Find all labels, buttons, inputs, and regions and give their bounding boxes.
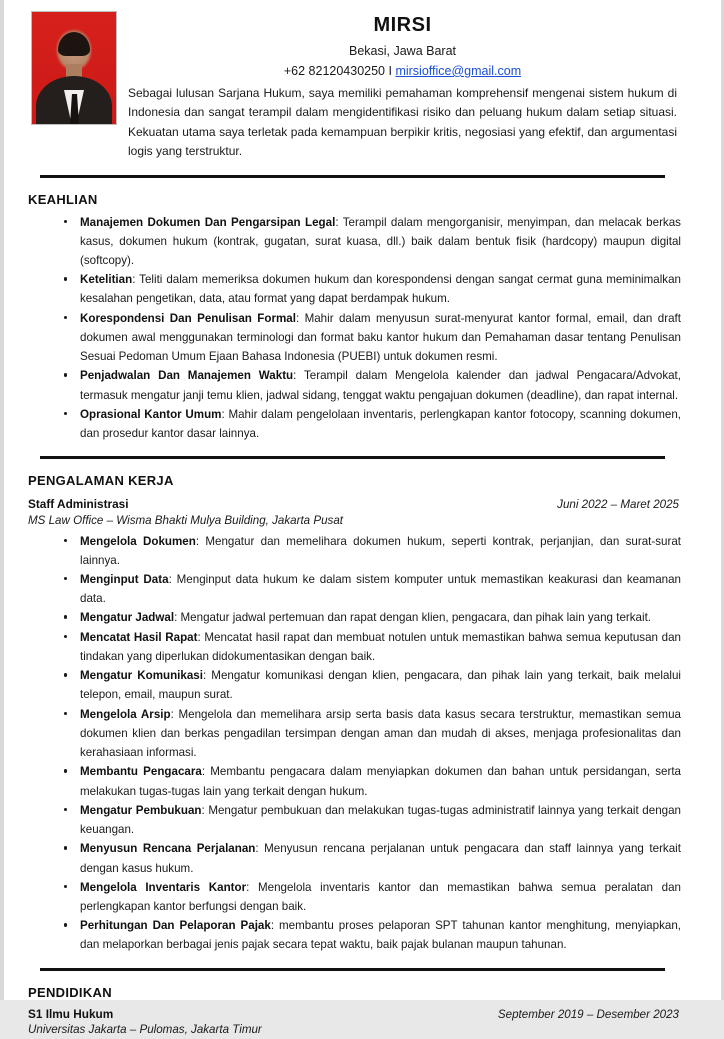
education-entry-header (28, 1006, 681, 1023)
experience-entry (28, 496, 681, 529)
experience-list (24, 496, 681, 954)
responsibility-text: Mencatat hasil rapat dan membuat notulen untuk memastikan bahwa semua keputusan dan tindakan yang diperlukan didokumentasikan dengan baik. (80, 630, 681, 663)
section-divider-skills (40, 175, 665, 178)
responsibility-separator: : (174, 611, 181, 625)
skill-text: Mahir dalam menyusun surat-menyurat kantor formal, email, dan draft dokumen awal menggunakan terminologi dan format baku kantor hukum dan Pemahaman dasar tentang Penulisan Sesuai Pedoman Umum Ejaan Bahasa Indonesia (PUEBI) untuk dokumen resmi. (80, 311, 681, 364)
list-item (62, 916, 681, 954)
resume-header (24, 8, 681, 162)
profile-summary: Sebagai lulusan Sarjana Hukum, saya memiliki pemahaman komprehensif mengenai sistem hukum di Indonesia dan sangat terampil dalam mengidentifikasi risiko dan peluang hukum dalam setiap situasi. Kekuatan utama saya terletak pada kemampuan berpikir kritis, negosiasi yang efektif, dan argumentasi logis yang terstruktur. (128, 85, 677, 159)
header-contact (128, 63, 677, 80)
education-date-range: September 2019 – Desember 2023 (497, 1007, 679, 1021)
portrait-hair (58, 32, 90, 56)
skill-separator: : (293, 369, 304, 383)
list-item (62, 878, 681, 916)
section-title-education: PENDIDIKAN (28, 984, 112, 1000)
portrait-photo-icon (32, 12, 116, 124)
skill-label: Penjadwalan Dan Manajemen Waktu (80, 369, 294, 383)
responsibility-separator: : (255, 842, 265, 856)
responsibility-text: Membantu pengacara dalam menyiapkan dokumen dan bahan untuk persidangan, serta melakukan tugas-tugas lain yang terkait dengan hukum. (80, 765, 681, 798)
experience-entry-header (28, 496, 681, 513)
list-item (62, 839, 681, 877)
phone-number: +62 82120430250 (283, 63, 386, 78)
skills-list (24, 213, 681, 444)
section-divider-education (40, 968, 665, 971)
avatar (32, 12, 116, 124)
responsibility-label: Mengelola Arsip (80, 707, 171, 721)
job-date-range: Juni 2022 – Maret 2025 (557, 498, 679, 512)
responsibility-separator: : (195, 534, 206, 548)
responsibility-text: Mengatur dan memelihara dokumen hukum, seperti kontrak, perjanjian, dan surat-surat lainnya. (80, 534, 681, 567)
list-item (62, 570, 681, 608)
skill-text: Terampil dalam mengorganisir, menyimpan, dan melacak berkas kasus, dokumen hukum (kontrak, gugatan, surat kuasa, dll.) baik dalam bentuk fisik (hardcopy) maupun digital (softcopy). (80, 215, 681, 267)
skill-label: Korespondensi Dan Penulisan Formal (80, 311, 296, 325)
skill-label: Manajemen Dokumen Dan Pengarsipan Legal (80, 215, 336, 229)
responsibility-label: Mengatur Komunikasi (80, 669, 203, 683)
list-item (62, 213, 681, 271)
responsibility-label: Membantu Pengacara (80, 765, 202, 779)
responsibility-separator: : (197, 630, 205, 644)
responsibility-text: membantu proses pelaporan SPT tahunan kantor menghitung, menyiapkan, dan melaporkan berbagai jenis pajak secara tepat waktu, baik pajak bulanan maupun tahunan. (80, 919, 681, 952)
list-item (62, 762, 681, 800)
email-link[interactable]: mirsioffice@gmail.com (395, 63, 522, 78)
responsibility-label: Mencatat Hasil Rapat (80, 630, 198, 644)
responsibility-separator: : (202, 669, 212, 683)
responsibility-text: Mengelola dan memelihara arsip serta basis data kasus secara terstruktur, memastikan semua dokumen klien dan berkas pengadilan tersimpan dengan aman dan mudah di akses, menjaga profesionalitas dan kerahasiaan informasi. (80, 707, 681, 760)
responsibility-text: Mengatur komunikasi dengan klien, pengacara, dan pihak lain yang terkait, baik melalui telepon, email, maupun surat. (80, 669, 681, 702)
section-title-skills: KEAHLIAN (28, 191, 98, 207)
list-item (62, 270, 681, 308)
list-item (62, 532, 681, 570)
school-name: Universitas Jakarta – Pulomas, Jakarta Timur (28, 1023, 262, 1037)
list-item (62, 666, 681, 704)
page-title: MIRSI (373, 14, 432, 36)
header-text-block (124, 12, 681, 162)
skill-text: Mahir dalam pengelolaan inventaris, perlengkapan kantor fotocopy, scanning dokumen, dan prosedur kantor dasar lainnya. (80, 407, 681, 441)
contact-separator: I (385, 63, 396, 78)
responsibility-separator: : (168, 572, 177, 586)
skill-separator: : (335, 215, 343, 229)
skill-label: Oprasional Kantor Umum (80, 407, 222, 421)
section-title-experience: PENGALAMAN KERJA (28, 473, 174, 489)
responsibility-text: Mengatur pembukuan dan melakukan tugas-tugas administratif lainnya yang terkait dengan keuangan. (80, 803, 681, 837)
list-item (62, 366, 681, 404)
responsibility-separator: : (201, 803, 209, 817)
skill-label: Ketelitian (80, 273, 133, 287)
list-item (62, 405, 681, 443)
education-list (24, 1006, 681, 1039)
job-responsibility-list (24, 532, 681, 955)
responsibility-label: Mengatur Jadwal (80, 611, 175, 625)
skill-separator: : (295, 311, 305, 325)
job-title: Staff Administrasi (28, 497, 129, 512)
responsibility-text: Mengelola inventaris kantor dan memastikan bahwa semua peralatan dan perlengkapan kantor berfungsi dengan baik. (80, 880, 681, 913)
responsibility-label: Mengelola Dokumen (80, 534, 196, 548)
job-company: MS Law Office – Wisma Bhakti Mulya Building, Jakarta Pusat (28, 514, 343, 528)
responsibility-text: Menginput data hukum ke dalam sistem komputer untuk memastikan keakurasi dan keamanan data. (80, 572, 681, 606)
page-inner (4, 0, 721, 1039)
responsibility-text: Mengatur jadwal pertemuan dan rapat dengan klien, pengacara, dan pihak lain yang terkait. (180, 611, 652, 625)
responsibility-label: Mengelola Inventaris Kantor (80, 880, 247, 894)
responsibility-label: Mengatur Pembukuan (80, 803, 202, 817)
skill-text: Terampil dalam Mengelola kalender dan jadwal Pengacara/Advokat, termasuk mengatur janji temu klien, jadwal sidang, tenggat waktu pengajuan dokumen (deadline), dan rapat internal. (80, 369, 682, 402)
responsibility-label: Menyusun Rencana Perjalanan (80, 842, 256, 856)
list-item (62, 628, 681, 666)
list-item (62, 309, 681, 367)
skill-separator: : (221, 407, 229, 421)
responsibility-label: Menginput Data (80, 572, 169, 586)
skill-separator: : (132, 273, 140, 287)
responsibility-separator: : (201, 765, 211, 779)
responsibility-label: Perhitungan Dan Pelaporan Pajak (80, 919, 271, 933)
list-item (62, 608, 681, 627)
responsibility-text: Menyusun rencana perjalanan untuk pengacara dan staff lainnya yang terkait dengan kasus hukum. (80, 842, 681, 875)
responsibility-separator: : (170, 707, 179, 721)
list-item (62, 801, 681, 839)
degree-title: S1 Ilmu Hukum (28, 1006, 114, 1021)
header-location: Bekasi, Jawa Barat (349, 44, 456, 58)
responsibility-separator: : (246, 880, 258, 894)
section-divider-experience (40, 456, 665, 459)
list-item (62, 705, 681, 763)
responsibility-separator: : (270, 919, 280, 933)
skill-text: Teliti dalam memeriksa dokumen hukum dan korespondensi dengan sangat cermat guna meminimalkan kesalahan pengetikan, data, atau format yang dapat berdampak hukum. (80, 273, 681, 306)
education-entry (28, 1006, 681, 1039)
